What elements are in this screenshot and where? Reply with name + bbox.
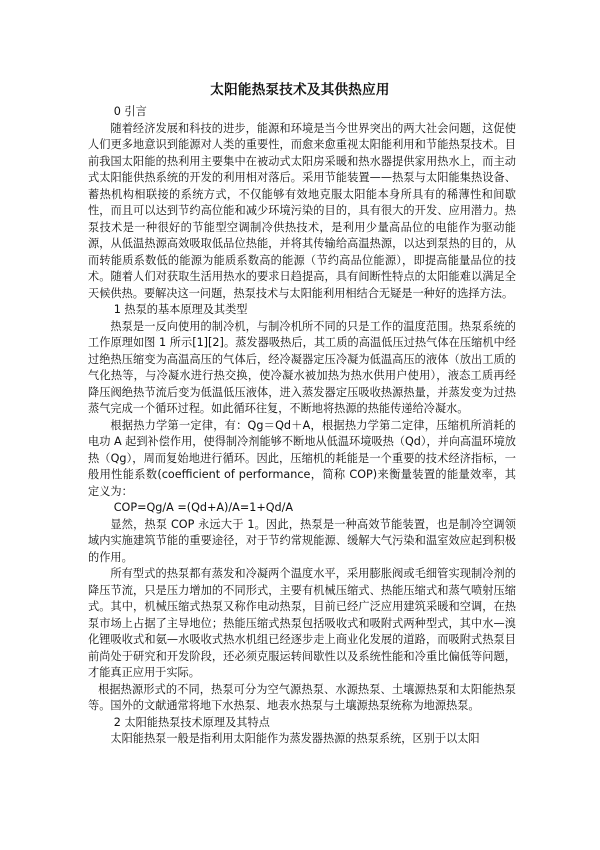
paper-body [88,104,516,748]
paragraph-cop: 显然，热泵 COP 永远大于 1。因此，热泵是一种高效节能装置，也是制冷空调领域内实施建筑节能的重要途径，对于节约常规能源、缓解大气污染和温室效应起到积极的作用。 [88,517,516,564]
section-heading-principle: 1 热泵的基本原理及其类型 [113,303,248,316]
paragraph-thermodynamics: 根据热力学第一定律，有：Qg＝Qd＋A，根据热力学第二定律，压缩机所消耗的电功 A 起到补偿作用，使得制冷剂能够不断地从低温环境吸热（Qd），并向高温环境放热（Qg），周而复始地进行循环。因此，压缩机的耗能是一个重要的技术经济指标，一般用性能系数(coefficient of performance，简称 COP)来衡量装置的能量效率，其定义为： [88,418,516,498]
cop-equation: COP=Qg/A =(Qd+A)/A=1+Qd/A [113,501,294,514]
section-heading-solar: 2 太阳能热泵技术原理及其特点 [113,715,270,729]
section-heading-intro: 0 引言 [113,105,147,118]
paragraph-intro: 随着经济发展和科技的进步，能源和环境是当今世界突出的两大社会问题，这促使人们更多地意识到能源对人类的重要性，而愈来愈重视太阳能利用和节能热泵技术。目前我国太阳能的热利用主要集中在被动式太阳房采暖和热水器提供家用热水上，而主动式太阳能供热系统的开发的利用相对落后。采用节能装置——热泵与太阳能集热设备、蓄热机构相联接的系统方式，不仅能够有效地克服太阳能本身所具有的稀薄性和间歇性，而且可以达到节约高位能和减少环境污染的目的，具有很大的开发、应用潜力。热泵技术是一种很好的节能型空调制冷供热技术，是利用少量高品位的电能作为驱动能源，从低温热源高效吸取低品位热能，并将其传输给高温热源，以达到泵热的目的，从而转能质系数低的能源为能质系数高的能源（节约高品位能源），即提高能量品位的技术。随着人们对获取生活用热水的要求日趋提高，具有间断性特点的太阳能难以满足全天候供热。要解决这一问题，热泵技术与太阳能利用相结合无疑是一种好的选择方法。 [88,121,516,300]
paper-title: 太阳能热泵技术及其供热应用 [210,82,390,98]
paragraph-heat-sources: 根据热源形式的不同，热泵可分为空气源热泵、水源热泵、土壤源热泵和太阳能热泵等。国外的文献通常将地下水热泵、地表水热泵与土壤源热泵统称为地源热泵。 [88,682,516,712]
paragraph-principle: 热泵是一反向使用的制冷机，与制冷机所不同的只是工作的温度范围。热泵系统的工作原理如图 1 所示[1][2]。蒸发器吸热后，其工质的高温低压过热气体在压缩机中经过绝热压缩变为高温高压的气体后，经冷凝器定压冷凝为低温高压的液体（放出工质的气化热等，与冷凝水进行热交换，使冷凝水被加热为热水供用户使用），液态工质再经降压阀绝热节流后变为低温低压液体，进入蒸发器定压吸收热源热量，并蒸发变为过热蒸气完成一个循环过程。如此循环往复，不断地将热源的热能传递给冷凝水。 [88,319,516,415]
paragraph-solar: 太阳能热泵一般是指利用太阳能作为蒸发器热源的热泵系统，区别于以太阳 [110,732,480,745]
paragraph-types: 所有型式的热泵都有蒸发和冷凝两个温度水平，采用膨胀阀或毛细管实现制冷剂的降压节流，只是压力增加的不同形式，主要有机械压缩式、热能压缩式和蒸气喷射压缩式。其中，机械压缩式热泵又称作电动热泵，目前已经广泛应用建筑采暖和空调，在热泵市场上占据了主导地位；热能压缩式热泵包括吸收式和吸附式两种型式，其中水—溴化锂吸收式和氨—水吸收式热水机组已经逐步走上商业化发展的道路，而吸附式热泵目前尚处于研究和开发阶段，还必须克服运转间歇性以及系统性能和冷重比偏低等问题，才能真正应用于实际。 [88,567,516,679]
